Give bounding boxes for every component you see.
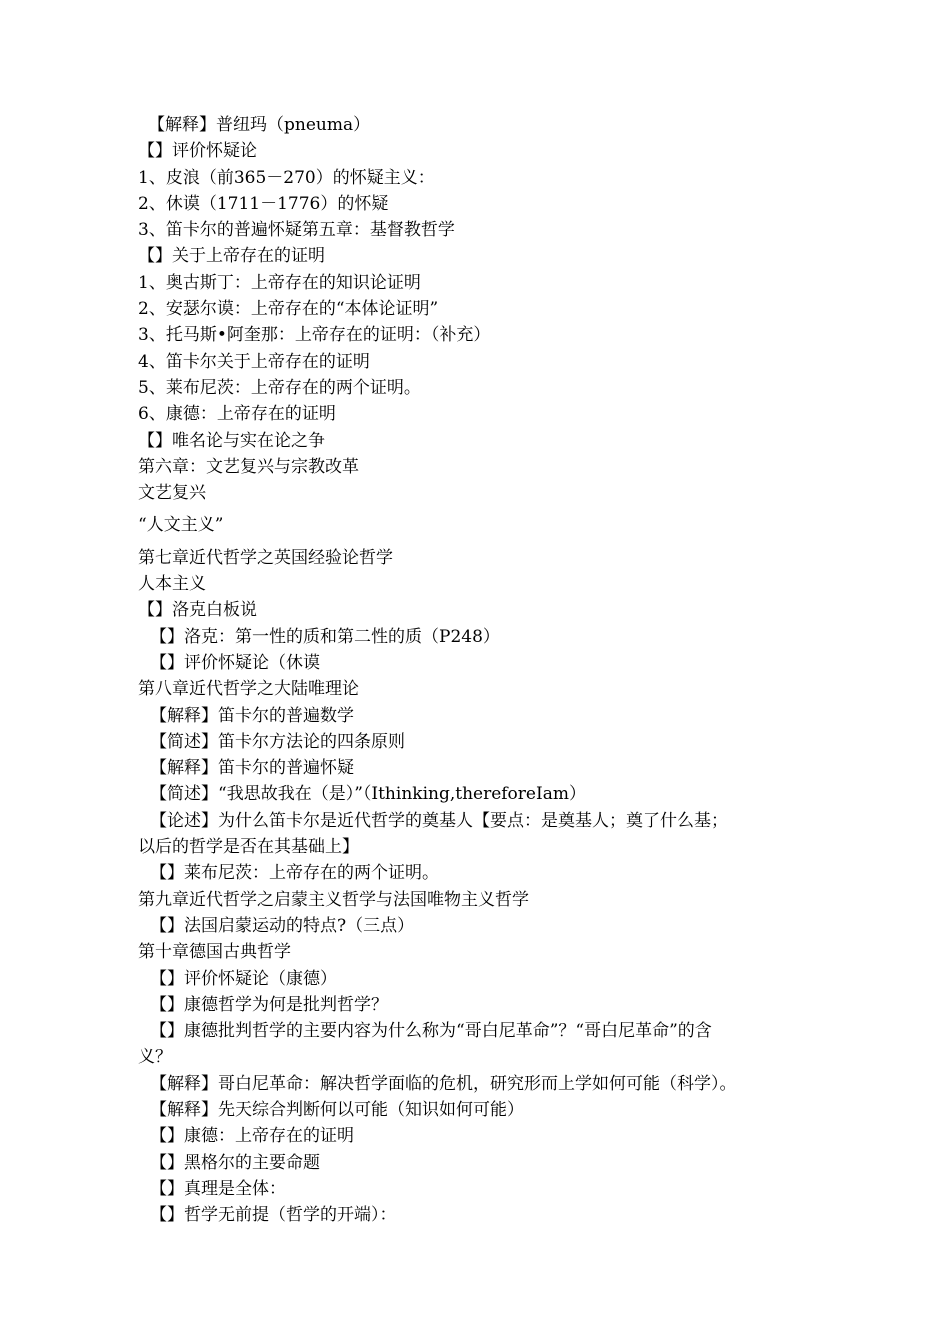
text-line: 【】评价怀疑论（休谟 [150, 652, 320, 673]
text-line: 2、安瑟尔谟：上帝存在的“本体论证明” [138, 299, 439, 320]
text-line: 【简述】“我思故我在（是）”（Ithinking,thereforeIam） [150, 784, 586, 805]
text-line: 【解释】笛卡尔的普遍数学 [150, 705, 354, 726]
text-line: 【解释】普纽玛（pneuma） [148, 115, 371, 135]
text-line: 【】哲学无前提（哲学的开端）： [150, 1205, 397, 1226]
text-line: 【】黑格尔的主要命题 [150, 1152, 320, 1173]
text-line: 【】真理是全体： [150, 1178, 286, 1199]
text-line: 【】关于上帝存在的证明 [138, 246, 325, 267]
text-line: 3、笛卡尔的普遍怀疑第五章：基督教哲学 [138, 220, 455, 241]
document-body [138, 112, 838, 1228]
text-line: 人本主义 [138, 574, 206, 595]
text-line: 【】法国启蒙运动的特点?（三点） [150, 915, 415, 936]
text-line: 【】评价怀疑论 [138, 141, 257, 162]
text-line: 【简述】笛卡尔方法论的四条原则 [150, 731, 405, 752]
chapter-heading: 第六章：文艺复兴与宗教改革 [138, 456, 359, 477]
text-line: 以后的哲学是否在其基础上】 [138, 837, 359, 858]
chapter-heading: 第八章近代哲学之大陆唯理论 [138, 679, 359, 700]
text-line: 1、皮浪（前365－270）的怀疑主义： [138, 167, 435, 188]
text-line: 【论述】为什么笛卡尔是近代哲学的奠基人【要点：是奠基人；奠了什么基； [150, 810, 728, 831]
chapter-heading: 第七章近代哲学之英国经验论哲学 [138, 547, 393, 568]
text-line: 【】康德批判哲学的主要内容为什么称为“哥白尼革命”？“哥白尼革命”的含 [150, 1021, 712, 1042]
text-line: 3、托马斯•阿奎那：上帝存在的证明：（补充） [138, 325, 491, 346]
text-line: 5、莱布尼茨：上帝存在的两个证明。 [138, 377, 421, 398]
text-line: 【】莱布尼茨：上帝存在的两个证明。 [150, 863, 439, 884]
chapter-heading: 第十章德国古典哲学 [138, 942, 291, 963]
text-line: “人文主义” [138, 515, 224, 536]
text-line: 【解释】哥白尼革命：解决哲学面临的危机，研究形而上学如何可能（科学）。 [150, 1073, 737, 1094]
text-line: 【】唯名论与实在论之争 [138, 430, 325, 451]
text-line: 【】评价怀疑论（康德） [150, 968, 337, 989]
text-line: 文艺复兴 [138, 483, 206, 504]
text-line: 【】洛克：第一性的质和第二性的质（P248） [150, 626, 500, 647]
text-line: 【】康德哲学为何是批判哲学？ [150, 994, 388, 1015]
text-line: 1、奥古斯丁：上帝存在的知识论证明 [138, 272, 421, 293]
text-line: 义？ [138, 1047, 172, 1068]
text-line: 【解释】笛卡尔的普遍怀疑 [150, 758, 354, 779]
text-line: 6、康德：上帝存在的证明 [138, 404, 336, 425]
text-line: 4、笛卡尔关于上帝存在的证明 [138, 351, 370, 372]
text-line: 【】康德：上帝存在的证明 [150, 1126, 354, 1147]
text-line: 2、休谟（1711－1776）的怀疑 [138, 193, 389, 214]
text-line: 【解释】先天综合判断何以可能（知识如何可能） [150, 1099, 524, 1120]
text-line: 【】洛克白板说 [138, 600, 257, 621]
chapter-heading: 第九章近代哲学之启蒙主义哲学与法国唯物主义哲学 [138, 889, 529, 910]
